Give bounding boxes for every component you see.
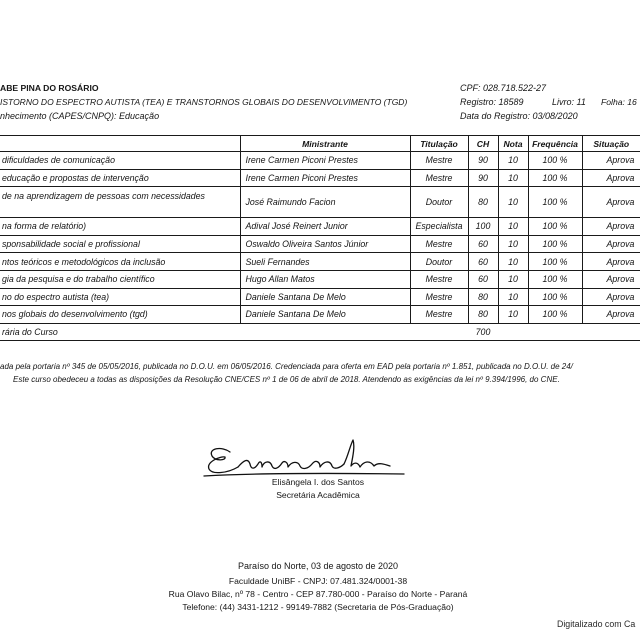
header-nota: Nota	[498, 136, 528, 152]
cell-ch: 90	[468, 169, 498, 187]
table-row	[0, 235, 640, 253]
institution-address: Rua Olavo Bilac, nº 78 - Centro - CEP 87.780-000 - Paraíso do Norte - Paraná	[168, 589, 468, 599]
cell-frequencia: 100 %	[528, 235, 582, 253]
cell-ministrante: Hugo Allan Matos	[240, 270, 410, 288]
table-header-row	[0, 136, 640, 152]
cell-titulacao: Mestre	[410, 235, 468, 253]
scanner-watermark: Digitalizado com Ca	[557, 619, 636, 629]
cpf-field: CPF: 028.718.522-27	[460, 83, 547, 93]
cell-disciplina: de na aprendizagem de pessoas com necessidades	[0, 187, 240, 218]
cell-ch: 100	[468, 218, 498, 236]
cell-titulacao: Doutor	[410, 253, 468, 271]
cell-titulacao: Mestre	[410, 270, 468, 288]
cell-ministrante: Irene Carmen Piconi Prestes	[240, 169, 410, 187]
student-name: ABE PINA DO ROSÁRIO	[0, 83, 99, 93]
cell-disciplina: nos globais do desenvolvimento (tgd)	[0, 306, 240, 324]
cell-nota: 10	[498, 218, 528, 236]
legal-note-1: ada pela portaria nº 345 de 05/05/2016, publicada no D.O.U. em 06/05/2016. Credenciada para oferta em EAD pela portaria nº 1.851, publicada no D.O.U. de 24/	[0, 362, 573, 371]
livro-field: Livro: 11	[552, 97, 586, 107]
cell-disciplina: gia da pesquisa e do trabalho científico	[0, 270, 240, 288]
cell-ministrante: Adival José Reinert Junior	[240, 218, 410, 236]
cell-ministrante: Irene Carmen Piconi Prestes	[240, 152, 410, 170]
cell-frequencia: 100 %	[528, 169, 582, 187]
cell-disciplina: ntos teóricos e metodológicos da inclusão	[0, 253, 240, 271]
table-row	[0, 288, 640, 306]
place-date: Paraíso do Norte, 03 de agosto de 2020	[237, 561, 399, 571]
cell-situacao: Aprova	[582, 253, 640, 271]
header-ministrante: Ministrante	[240, 136, 410, 152]
cell-disciplina: educação e propostas de intervenção	[0, 169, 240, 187]
table-row	[0, 218, 640, 236]
total-row	[0, 323, 640, 340]
legal-note-2: Este curso obedeceu a todas as disposições da Resolução CNE/CES nº 1 de 06 de abril de 2018. Atendendo as exigências da lei nº 9.394/1996, do CNE.	[13, 375, 560, 384]
signatory-name: Elisângela I. dos Santos	[271, 477, 365, 487]
data-registro-field: Data do Registro: 03/08/2020	[460, 111, 578, 121]
table-row	[0, 187, 640, 218]
cell-nota: 10	[498, 187, 528, 218]
table-row	[0, 152, 640, 170]
cell-frequencia: 100 %	[528, 306, 582, 324]
cell-frequencia: 100 %	[528, 218, 582, 236]
total-label: rária do Curso	[0, 323, 468, 340]
table-row	[0, 306, 640, 324]
cell-situacao: Aprova	[582, 270, 640, 288]
cell-nota: 10	[498, 270, 528, 288]
course-title: ISTORNO DO ESPECTRO AUTISTA (TEA) E TRANSTORNOS GLOBAIS DO DESENVOLVIMENTO (TGD)	[0, 97, 408, 107]
table-body	[0, 152, 640, 324]
cell-ch: 90	[468, 152, 498, 170]
cell-disciplina: no do espectro autista (tea)	[0, 288, 240, 306]
cell-ministrante: Oswaldo Oliveira Santos Júnior	[240, 235, 410, 253]
cell-titulacao: Mestre	[410, 306, 468, 324]
table-row	[0, 253, 640, 271]
cell-ministrante: Daniele Santana De Melo	[240, 306, 410, 324]
cell-situacao: Aprova	[582, 187, 640, 218]
cell-nota: 10	[498, 253, 528, 271]
cell-situacao: Aprova	[582, 288, 640, 306]
header-disciplina	[0, 136, 240, 152]
cell-ch: 80	[468, 306, 498, 324]
cell-titulacao: Doutor	[410, 187, 468, 218]
grades-table	[0, 135, 640, 341]
cell-nota: 10	[498, 306, 528, 324]
header-titulacao: Titulação	[410, 136, 468, 152]
cell-ministrante: Daniele Santana De Melo	[240, 288, 410, 306]
cell-frequencia: 100 %	[528, 187, 582, 218]
cell-frequencia: 100 %	[528, 270, 582, 288]
cell-titulacao: Mestre	[410, 288, 468, 306]
folha-field: Folha: 16	[601, 97, 637, 107]
header-ch: CH	[468, 136, 498, 152]
cell-ch: 80	[468, 288, 498, 306]
cell-ch: 60	[468, 235, 498, 253]
cell-frequencia: 100 %	[528, 152, 582, 170]
cell-ministrante: José Raimundo Facion	[240, 187, 410, 218]
cell-titulacao: Mestre	[410, 152, 468, 170]
registro-field: Registro: 18589	[460, 97, 524, 107]
cell-nota: 10	[498, 169, 528, 187]
cell-disciplina: dificuldades de comunicação	[0, 152, 240, 170]
institution-phone: Telefone: (44) 3431-1212 - 99149-7882 (Secretaria de Pós-Graduação)	[182, 602, 454, 612]
cell-situacao: Aprova	[582, 306, 640, 324]
cell-disciplina: na forma de relatório)	[0, 218, 240, 236]
header-situacao: Situação	[582, 136, 640, 152]
cell-situacao: Aprova	[582, 169, 640, 187]
header-frequencia: Frequência	[528, 136, 582, 152]
table-row	[0, 169, 640, 187]
knowledge-area: nhecimento (CAPES/CNPQ): Educação	[0, 111, 160, 121]
cell-titulacao: Mestre	[410, 169, 468, 187]
cell-ch: 60	[468, 253, 498, 271]
cell-titulacao: Especialista	[410, 218, 468, 236]
cell-situacao: Aprova	[582, 152, 640, 170]
total-ch: 700	[468, 323, 498, 340]
total-empty	[498, 323, 640, 340]
cell-nota: 10	[498, 288, 528, 306]
cell-situacao: Aprova	[582, 235, 640, 253]
cell-ministrante: Sueli Fernandes	[240, 253, 410, 271]
cell-disciplina: sponsabilidade social e profissional	[0, 235, 240, 253]
institution-cnpj: Faculdade UniBF - CNPJ: 07.481.324/0001-38	[228, 576, 408, 586]
cell-nota: 10	[498, 235, 528, 253]
cell-situacao: Aprova	[582, 218, 640, 236]
cell-ch: 60	[468, 270, 498, 288]
table-row	[0, 270, 640, 288]
cell-frequencia: 100 %	[528, 253, 582, 271]
cell-frequencia: 100 %	[528, 288, 582, 306]
signatory-role: Secretária Acadêmica	[276, 490, 360, 500]
cell-ch: 80	[468, 187, 498, 218]
cell-nota: 10	[498, 152, 528, 170]
